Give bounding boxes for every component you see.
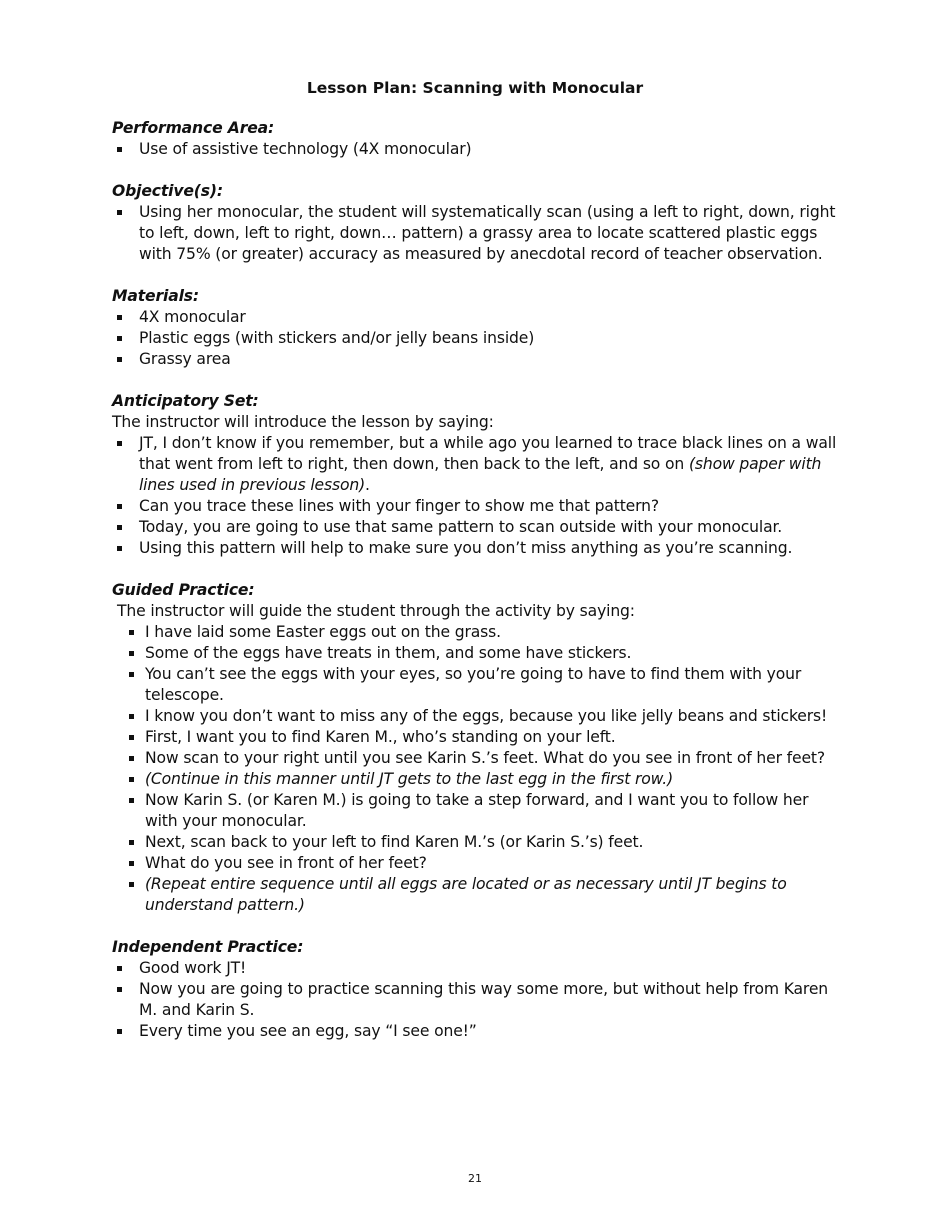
- list-item: You can’t see the eggs with your eyes, so you’re going to have to find them with your telescope.: [112, 664, 840, 706]
- page-title: Lesson Plan: Scanning with Monocular: [306, 79, 644, 97]
- lesson-content: [112, 118, 840, 1063]
- objectives-section: [112, 181, 840, 265]
- list-item: Today, you are going to use that same pattern to scan outside with your monocular.: [112, 517, 840, 538]
- list-item: Now scan to your right until you see Karin S.’s feet. What do you see in front of her feet?: [112, 748, 840, 769]
- list-item: Using her monocular, the student will systematically scan (using a left to right, down, right to left, down, left to right, down… pattern) a grassy area to locate scattered plastic eggs with 75% (or greater) accuracy as measured by anecdotal record of teacher observation.: [112, 202, 840, 265]
- section-heading: Guided Practice:: [112, 581, 255, 599]
- list-item: Using this pattern will help to make sure you don’t miss anything as you’re scanning.: [112, 538, 840, 559]
- section-heading: Anticipatory Set:: [112, 392, 259, 410]
- list-item: Plastic eggs (with stickers and/or jelly beans inside): [112, 328, 840, 349]
- list-item: Now Karin S. (or Karen M.) is going to take a step forward, and I want you to follow her with your monocular.: [112, 790, 840, 832]
- list-item: Grassy area: [112, 349, 840, 370]
- list-item: What do you see in front of her feet?: [112, 853, 840, 874]
- list-item: Every time you see an egg, say “I see one!”: [112, 1021, 840, 1042]
- stage-direction: (show paper with lines used in previous lesson): [139, 455, 822, 494]
- section-heading: Independent Practice:: [112, 938, 304, 956]
- list-item: Can you trace these lines with your finger to show me that pattern?: [112, 496, 840, 517]
- section-intro: The instructor will guide the student through the activity by saying:: [117, 602, 635, 620]
- list-item: Now you are going to practice scanning this way some more, but without help from Karen M. and Karin S.: [112, 979, 840, 1021]
- list-item: (Repeat entire sequence until all eggs are located or as necessary until JT begins to understand pattern.): [112, 874, 840, 916]
- list-item: Next, scan back to your left to find Karen M.’s (or Karin S.’s) feet.: [112, 832, 840, 853]
- guided-practice-section: [112, 580, 840, 916]
- bullet-list: [112, 622, 840, 916]
- bullet-list: [112, 958, 840, 1042]
- list-item: Good work JT!: [112, 958, 840, 979]
- list-item: [112, 433, 840, 496]
- independent-practice-section: [112, 937, 840, 1042]
- list-item: 4X monocular: [112, 307, 840, 328]
- list-item: Use of assistive technology (4X monocular): [112, 139, 840, 160]
- materials-section: [112, 286, 840, 370]
- page-number: 21: [468, 1172, 482, 1185]
- section-intro: The instructor will introduce the lesson by saying:: [112, 413, 494, 431]
- list-item: Some of the eggs have treats in them, and some have stickers.: [112, 643, 840, 664]
- bullet-list: [112, 139, 840, 160]
- bullet-list: [112, 433, 840, 559]
- list-item: I know you don’t want to miss any of the eggs, because you like jelly beans and stickers!: [112, 706, 840, 727]
- section-heading: Materials:: [112, 287, 199, 305]
- section-heading: Performance Area:: [112, 119, 275, 137]
- bullet-list: [112, 307, 840, 370]
- anticipatory-set-section: [112, 391, 840, 559]
- bullet-list: [112, 202, 840, 265]
- list-item-punctuation: .: [365, 476, 370, 494]
- list-item: First, I want you to find Karen M., who’s standing on your left.: [112, 727, 840, 748]
- list-item-text: JT, I don’t know if you remember, but a while ago you learned to trace black lines on a wall that went from left to right, then down, then back to the left, and so on: [139, 434, 837, 473]
- performance-area-section: [112, 118, 840, 160]
- section-heading: Objective(s):: [112, 182, 223, 200]
- list-item: (Continue in this manner until JT gets to the last egg in the first row.): [112, 769, 840, 790]
- list-item: I have laid some Easter eggs out on the grass.: [112, 622, 840, 643]
